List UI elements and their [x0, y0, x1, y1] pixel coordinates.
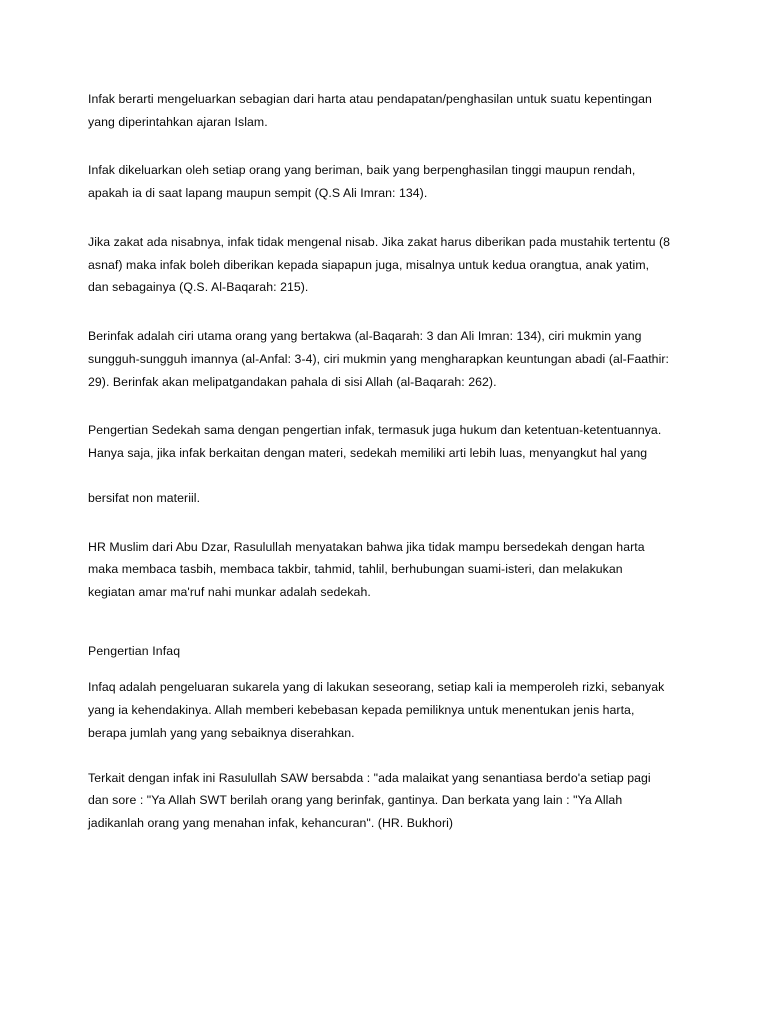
paragraph-infak-definition: Infak berarti mengeluarkan sebagian dari harta atau pendapatan/penghasilan untuk suatu kepentingan yang diperintahkan ajaran Islam.: [88, 92, 652, 129]
paragraph-berinfak-ciri: Berinfak adalah ciri utama orang yang bertakwa (al-Baqarah: 3 dan Ali Imran: 134), ciri mukmin yang sungguh-sungguh imannya (al-Anfal: 3-4), ciri mukmin yang mengharapkan keuntungan abadi (al-Faathir: 29). Berinfak akan melipatgandakan pahala di sisi Allah (al-Baqarah: 262).: [88, 329, 670, 389]
paragraph-pengertian-sedekah: Pengertian Sedekah sama dengan pengertian infak, termasuk juga hukum dan ketentuan-ketentuannya. Hanya saja, jika infak berkaitan dengan materi, sedekah memiliki arti lebih luas, menyangkut hal yang: [88, 423, 662, 461]
paragraph-hr-muslim: HR Muslim dari Abu Dzar, Rasulullah menyatakan bahwa jika tidak mampu bersedekah dengan harta maka membaca tasbih, membaca takbir, tahmid, tahlil, berhubungan suami-isteri, dan melakukan kegiatan amar ma'ruf nahi munkar adalah sedekah.: [88, 539, 645, 600]
section-spacer: [88, 630, 672, 640]
document-body: [88, 88, 672, 835]
heading-pengertian-infaq: Pengertian Infaq: [88, 643, 181, 658]
paragraph-terkait-infak: Terkait dengan infak ini Rasulullah SAW bersabda : "ada malaikat yang senantiasa berdo'a setiap pagi dan sore : "Ya Allah SWT berilah orang yang berinfak, gantinya. Dan berkata yang lain : "Ya Allah jadikanlah orang yang menahan infak, kehancuran". (HR. Bukhori): [88, 770, 651, 831]
paragraph-bersifat-non-materiil: bersifat non materiil.: [88, 490, 201, 505]
paragraph-zakat-nisab: Jika zakat ada nisabnya, infak tidak mengenal nisab. Jika zakat harus diberikan pada mustahik tertentu (8 asnaf) maka infak boleh diberikan kepada siapapun juga, misalnya untuk kedua orangtua, anak yatim, dan sebagainya (Q.S. Al-Baqarah: 215).: [88, 234, 671, 295]
paragraph-infak-dikeluarkan: Infak dikeluarkan oleh setiap orang yang beriman, baik yang berpenghasilan tinggi maupun rendah, apakah ia di saat lapang maupun sempit (Q.S Ali Imran: 134).: [88, 163, 636, 201]
paragraph-infaq-adalah: Infaq adalah pengeluaran sukarela yang di lakukan seseorang, setiap kali ia memperoleh rizki, sebanyak yang ia kehendakinya. Allah memberi kebebasan kepada pemiliknya untuk menentukan jenis harta, berapa jumlah yang yang sebaiknya diserahkan.: [88, 680, 665, 740]
